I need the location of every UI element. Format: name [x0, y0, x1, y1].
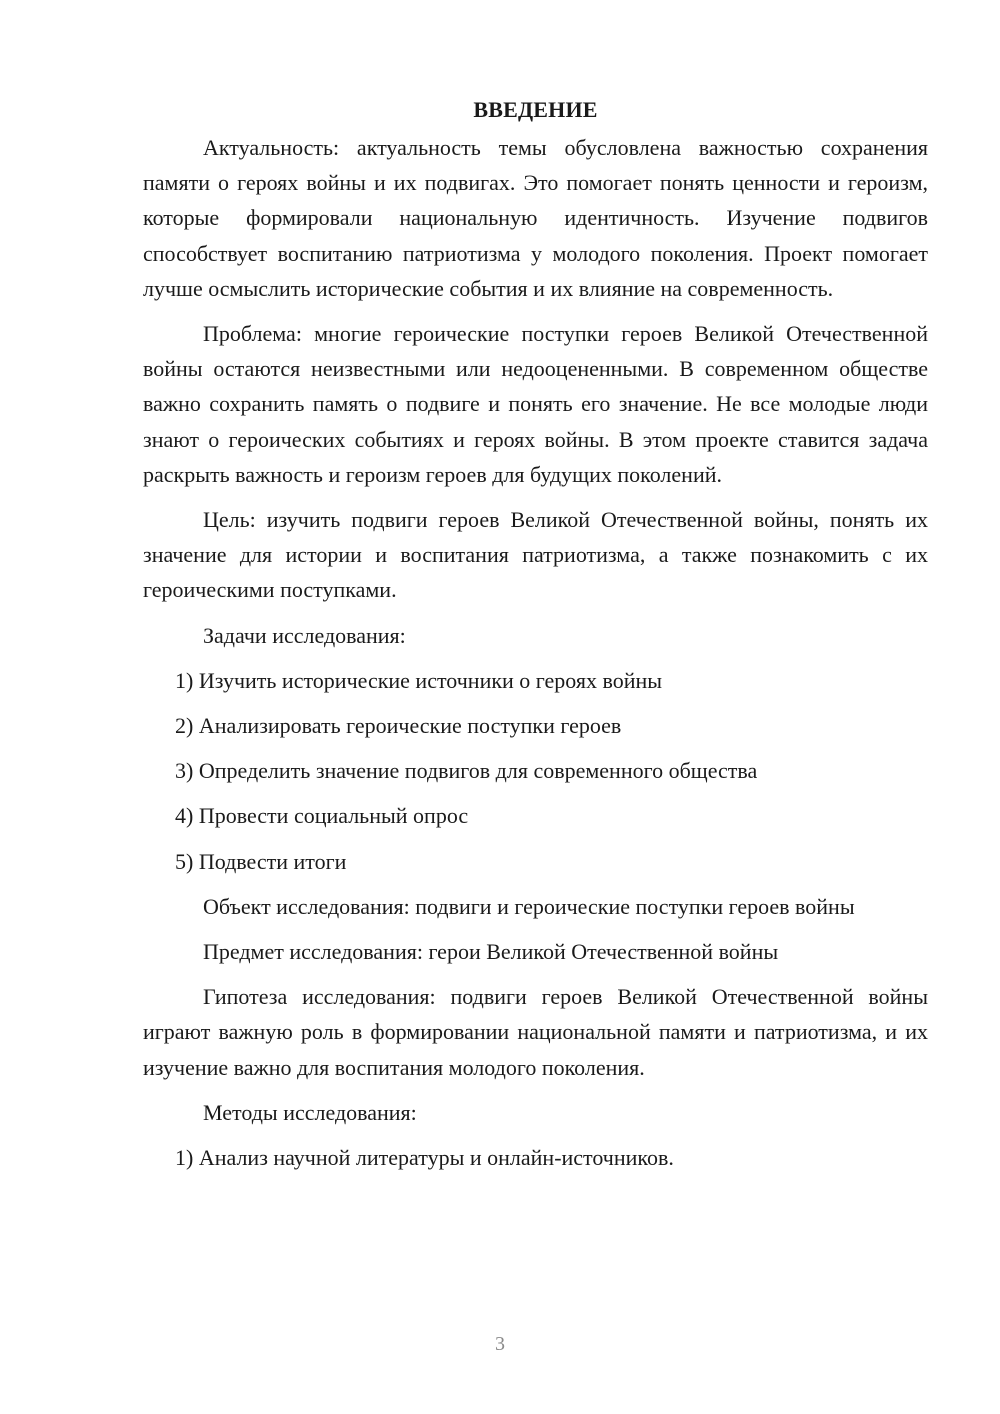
tasks-heading: Задачи исследования: [203, 622, 406, 648]
task-item: 4) Провести социальный опрос [175, 803, 469, 829]
task-item: 3) Определить значение подвигов для современного общества [175, 758, 758, 784]
section-title: ВВЕДЕНИЕ [473, 97, 598, 122]
paragraph-relevance: Актуальность: актуальность темы обусловлена важностью сохранения памяти о героях войны и их подвигах. Это помогает понять ценности и героизм, которые формировали национальную идентичность. Изучение подвигов способствует воспитанию патриотизма у молодого поколения. Проект помогает лучше осмыслить исторические события и их влияние на современность. [143, 135, 928, 301]
task-item: 5) Подвести итоги [175, 848, 347, 874]
paragraph-object: Объект исследования: подвиги и героические поступки героев войны [203, 893, 855, 919]
methods-heading: Методы исследования: [203, 1099, 417, 1125]
paragraph-subject: Предмет исследования: герои Великой Отечественной войны [203, 939, 779, 965]
method-item: 1) Анализ научной литературы и онлайн-источников. [175, 1145, 674, 1171]
page-number: 3 [495, 1333, 505, 1355]
paragraph-goal: Цель: изучить подвиги героев Великой Отечественной войны, понять их значение для истории и воспитания патриотизма, а также познакомить с их героическими поступками. [143, 507, 928, 603]
paragraph-hypothesis: Гипотеза исследования: подвиги героев Великой Отечественной войны играют важную роль в формировании национальной памяти и патриотизма, и их изучение важно для воспитания молодого поколения. [143, 984, 928, 1080]
task-item: 1) Изучить исторические источники о героях войны [175, 667, 663, 693]
task-item: 2) Анализировать героические поступки героев [175, 713, 622, 739]
paragraph-problem: Проблема: многие героические поступки героев Великой Отечественной войны остаются неизвестными или недооцененными. В современном обществе важно сохранить память о подвиге и понять его значение. Не все молодые люди знают о героических событиях и героях войны. В этом проекте ставится задача раскрыть важность и героизм героев для будущих поколений. [143, 321, 928, 487]
document-body [143, 92, 928, 1185]
